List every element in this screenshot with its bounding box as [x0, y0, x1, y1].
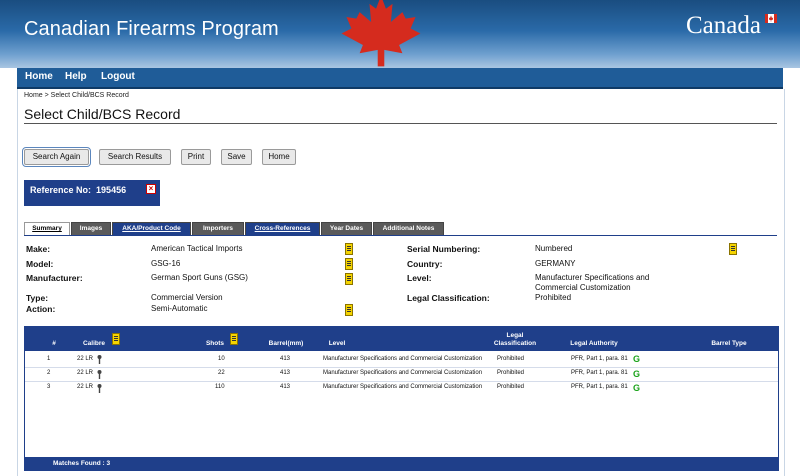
table-footer	[25, 457, 778, 470]
cell-barrel: 413	[280, 384, 291, 390]
tab-additional-notes[interactable]: Additional Notes	[373, 222, 444, 236]
tab-underline	[24, 235, 777, 236]
action-label: Action:	[26, 304, 56, 314]
cell-barrel: 413	[280, 370, 291, 376]
flag-icon	[765, 14, 777, 23]
tab-cross-references[interactable]: Cross-References	[245, 222, 320, 236]
serial-numbering-label: Serial Numbering:	[407, 244, 481, 254]
matches-found: Matches Found : 3	[53, 460, 111, 467]
canada-wordmark: Canada	[686, 12, 761, 39]
cartridge-icon[interactable]	[97, 384, 102, 393]
title-divider	[24, 123, 777, 124]
col-legal-authority[interactable]: Legal Authority	[570, 340, 618, 347]
col-level[interactable]: Level	[328, 340, 346, 347]
level-value-line2: Commercial Customization	[535, 283, 631, 292]
breadcrumb[interactable]: Home > Select Child/BCS Record	[24, 92, 129, 99]
country-value: GERMANY	[535, 259, 576, 268]
cell-calibre: 22 LR	[77, 384, 94, 390]
cell-barrel: 413	[280, 356, 291, 362]
maple-leaf-icon	[338, 0, 424, 68]
cell-shots: 110	[215, 384, 225, 390]
header-banner	[0, 0, 800, 68]
cell-num: 2	[47, 370, 51, 376]
cell-level: Manufacturer Specifications and Commercial Customization	[323, 356, 483, 362]
cell-calibre: 22 LR	[77, 370, 94, 376]
reference-label-text: Reference No:	[30, 185, 92, 195]
tab-aka-product-code[interactable]: AKA/Product Code	[112, 222, 191, 236]
model-label: Model:	[26, 259, 54, 269]
nav-help[interactable]: Help	[65, 71, 87, 82]
cell-authority: PFR, Part 1, para. 81	[571, 370, 628, 376]
make-value: American Tactical Imports	[151, 244, 243, 253]
level-label: Level:	[407, 273, 432, 283]
page-title: Select Child/BCS Record	[24, 106, 181, 122]
cell-shots: 22	[218, 370, 225, 376]
tab-images[interactable]: Images	[71, 222, 111, 236]
cartridge-icon[interactable]	[97, 355, 102, 364]
cartridge-icon[interactable]	[97, 370, 102, 379]
cell-num: 1	[47, 356, 51, 362]
results-table	[24, 326, 779, 471]
col-legal-line1[interactable]: Legal	[506, 332, 524, 339]
document-icon[interactable]	[729, 243, 737, 255]
document-icon[interactable]	[345, 273, 353, 285]
cell-level: Manufacturer Specifications and Commercial Customization	[323, 370, 483, 376]
col-num: #	[52, 340, 56, 347]
type-value: Commercial Version	[151, 293, 223, 302]
cell-legal: Prohibited	[497, 356, 525, 362]
document-icon[interactable]	[345, 243, 353, 255]
main-nav	[17, 68, 783, 89]
cell-num: 3	[47, 384, 51, 390]
level-value-line1: Manufacturer Specifications and	[535, 273, 650, 282]
col-barrel[interactable]: Barrel(mm)	[268, 340, 304, 347]
search-again-button[interactable]: Search Again	[24, 149, 89, 165]
country-label: Country:	[407, 259, 443, 269]
cell-level: Manufacturer Specifications and Commercial Customization	[323, 384, 483, 390]
nav-logout[interactable]: Logout	[101, 71, 135, 82]
cell-legal: Prohibited	[497, 384, 525, 390]
reference-number: 195456	[96, 185, 127, 195]
cell-calibre: 22 LR	[77, 356, 94, 362]
document-icon[interactable]	[345, 258, 353, 270]
model-value: GSG-16	[151, 259, 181, 268]
manufacturer-label: Manufacturer:	[26, 273, 83, 283]
make-label: Make:	[26, 244, 51, 254]
table-header	[25, 327, 778, 351]
row-divider	[25, 367, 778, 368]
reference-box	[24, 180, 160, 206]
green-g-icon[interactable]: G	[633, 354, 641, 364]
close-icon[interactable]: ×	[146, 184, 156, 194]
green-g-icon[interactable]: G	[633, 383, 641, 393]
legal-classification-label: Legal Classification:	[407, 293, 490, 303]
save-button[interactable]: Save	[221, 149, 252, 165]
document-icon[interactable]	[230, 333, 238, 345]
col-legal-line2[interactable]: Classification	[493, 340, 537, 347]
col-calibre[interactable]: Calibre	[82, 340, 106, 347]
cell-shots: 10	[218, 356, 225, 362]
cell-legal: Prohibited	[497, 370, 525, 376]
serial-numbering-value: Numbered	[535, 244, 573, 253]
search-results-button[interactable]: Search Results	[99, 149, 171, 165]
app-title: Canadian Firearms Program	[24, 18, 279, 40]
cell-authority: PFR, Part 1, para. 81	[571, 384, 628, 390]
row-divider	[25, 381, 778, 382]
document-icon[interactable]	[112, 333, 120, 345]
tab-year-dates[interactable]: Year Dates	[321, 222, 372, 236]
nav-home[interactable]: Home	[25, 71, 53, 82]
tab-importers[interactable]: Importers	[192, 222, 244, 236]
green-g-icon[interactable]: G	[633, 369, 641, 379]
action-value: Semi-Automatic	[151, 304, 208, 313]
document-icon[interactable]	[345, 304, 353, 316]
reference-label	[30, 185, 126, 195]
col-barrel-type[interactable]: Barrel Type	[711, 340, 747, 347]
cell-authority: PFR, Part 1, para. 81	[571, 356, 628, 362]
home-button[interactable]: Home	[262, 149, 296, 165]
print-button[interactable]: Print	[181, 149, 211, 165]
col-shots[interactable]: Shots	[205, 340, 225, 347]
manufacturer-value: German Sport Guns (GSG)	[151, 273, 248, 282]
type-label: Type:	[26, 293, 49, 303]
legal-classification-value: Prohibited	[535, 293, 572, 302]
tab-summary[interactable]: Summary	[24, 222, 70, 236]
